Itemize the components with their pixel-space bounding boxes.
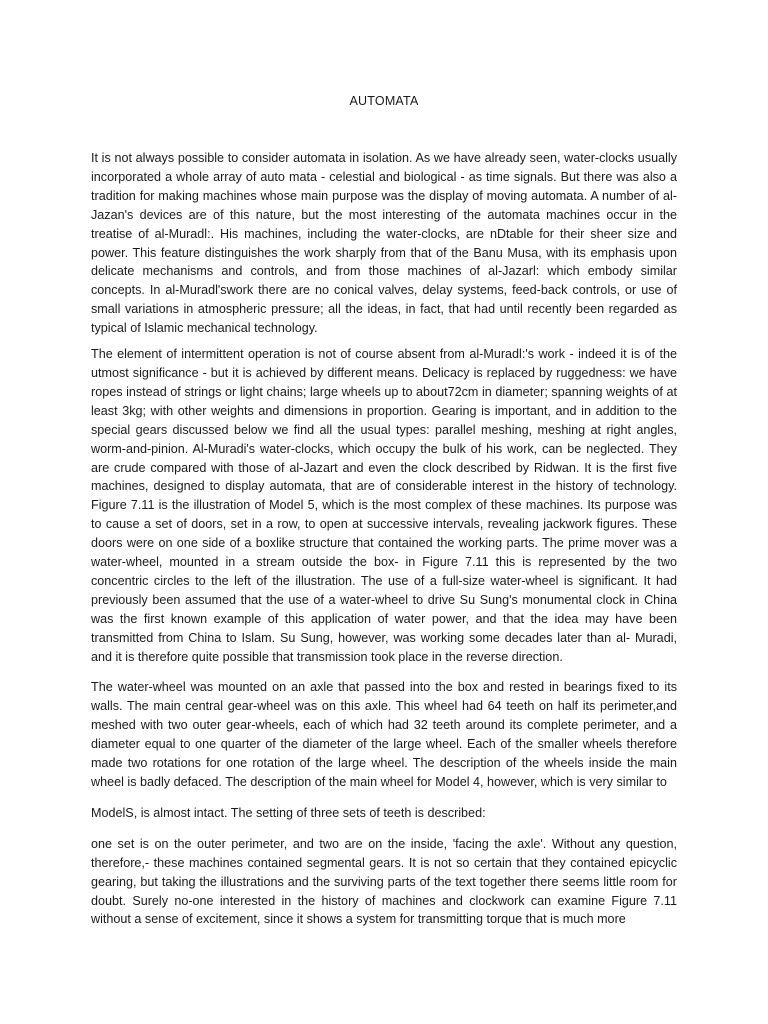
page-title: AUTOMATA <box>349 94 419 108</box>
paragraph-4: ModelS, is almost intact. The setting of three sets of teeth is described: <box>91 805 486 820</box>
paragraph-5: one set is on the outer perimeter, and two are on the inside, 'facing the axle'. Without any question, therefore,- these machines contained segmental gears. It is not so certain that they contained epicyclic gearing, but taking the illustrations and the surviving parts of the text together there seems little room for doubt. Surely no-one interested in the history of machines and clockwork can examine Figure 7.11 without a sense of excitement, since it shows a system for transmitting torque that is much more <box>91 836 677 927</box>
body-text <box>91 149 677 936</box>
paragraph-2: The element of intermittent operation is not of course absent from al-Muradl:'s work - indeed it is of the utmost significance - but it is achieved by different means. Delicacy is replaced by ruggedness: we have ropes instead of strings or light chains; large wheels up to about72cm in diameter; spanning weights of at least 3kg; with other weights and dimensions in proportion. Gearing is important, and in addition to the special gears discussed below we find all the usual types: parallel meshing, meshing at right angles, worm-and-pinion. Al-Muradi's water-clocks, which occupy the bulk of his work, can be neglected. They are crude compared with those of al-Jazart and even the clock described by Ridwan. It is the first five machines, designed to display automata, that are of considerable interest in the history of technology. Figure 7.11 is the illustration of Model 5, which is the most complex of these machines. Its purpose was to cause a set of doors, set in a row, to open at successive intervals, revealing jackwork figures. These doors were on one side of a boxlike structure that contained the working parts. The prime mover was a water-wheel, mounted in a stream outside the box- in Figure 7.11 this is represented by the two concentric circles to the left of the illustration. The use of a full-size water-wheel is significant. It had previously been assumed that the use of a water-wheel to drive Su Sung's monumental clock in China was the first known example of this application of water power, and that the idea may have been transmitted from China to Islam. Su Sung, however, was working some decades later than al- Muradi, and it is therefore quite possible that transmission took place in the reverse direction. <box>91 347 677 664</box>
paragraph-3: The water-wheel was mounted on an axle that passed into the box and rested in bearings fixed to its walls. The main central gear-wheel was on this axle. This wheel had 64 teeth on half its perimeter,and meshed with two outer gear-wheels, each of which had 32 teeth around its complete perimeter, and a diameter equal to one quarter of the diameter of the large wheel. Each of the smaller wheels therefore made two rotations for one rotation of the large wheel. The description of the wheels inside the main wheel is badly defaced. The description of the main wheel for Model 4, however, which is very similar to <box>91 680 677 789</box>
paragraph-1: It is not always possible to consider automata in isolation. As we have already seen, water-clocks usually incorporated a whole array of auto mata - celestial and biological - as time signals. But there was also a tradition for making machines whose main purpose was the display of moving automata. A number of al-Jazan's devices are of this nature, but the most interesting of the automata machines occur in the treatise of al-Muradl:. His machines, including the water-clocks, are nDtable for their sheer size and power. This feature distinguishes the work sharply from that of the Banu Musa, with its emphasis upon delicate mechanisms and controls, and from those machines of al-Jazarl: which embody similar concepts. In al-Muradl'swork there are no conical valves, delay systems, feed-back controls, or use of small variations in atmospheric pressure; all the ideas, in fact, that had until recently been regarded as typical of Islamic mechanical technology. <box>91 151 677 336</box>
